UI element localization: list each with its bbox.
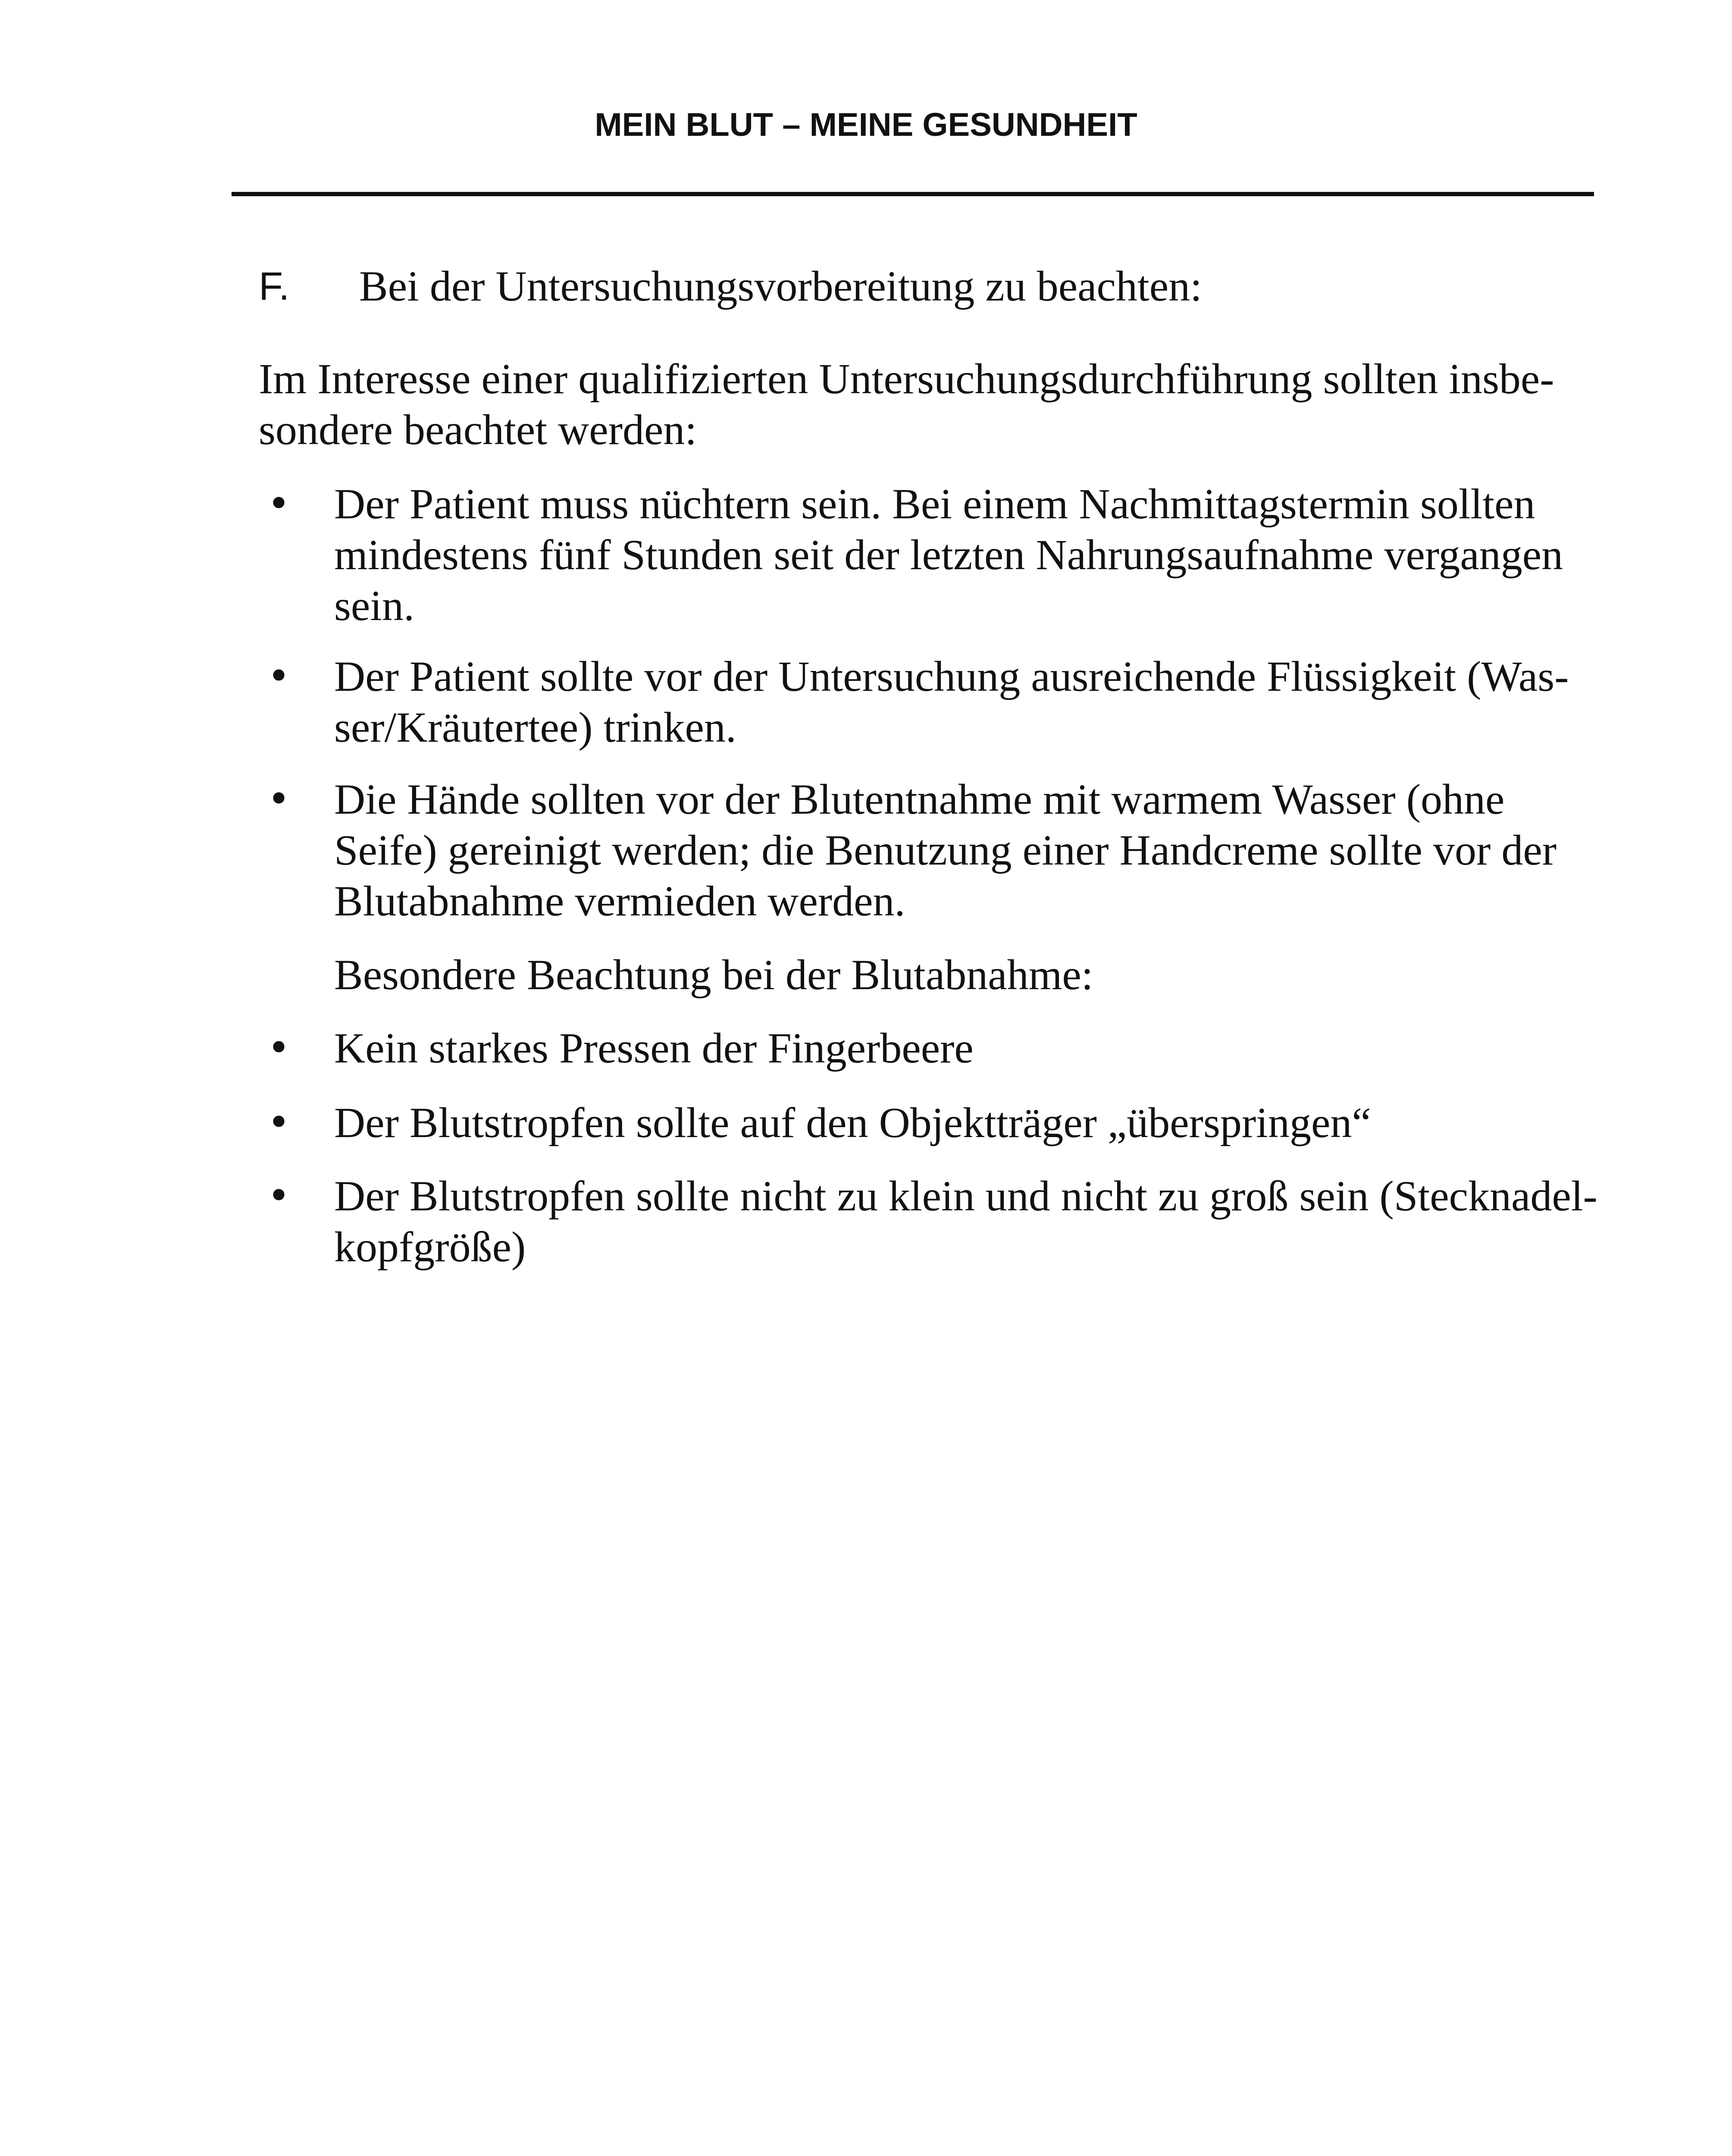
bullet-icon: • (267, 1100, 291, 1145)
list-item-line: kopfgröße) (334, 1223, 526, 1271)
list-item-text (334, 651, 1595, 753)
list-item-line: Die Hände sollten vor der Blutentnahme mit warmem Wasser (ohne (334, 775, 1505, 823)
list-item-text (334, 1023, 1595, 1074)
list-item-line: Blutabnahme vermieden werden. (334, 877, 905, 925)
list-item-text (334, 1097, 1595, 1148)
bullet-icon: • (267, 654, 291, 699)
list-item-line: Der Patient sollte vor der Untersuchung ausreichende Flüssigkeit (Was- (334, 652, 1569, 700)
intro-line: Im Interesse einer qualifizierten Untersuchungsdurchführung sollten insbe- (259, 355, 1554, 403)
bullet-icon: • (267, 1173, 291, 1219)
list-item-line: Seife) gereinigt werden; die Benutzung einer Handcreme sollte vor der (334, 826, 1557, 874)
bullet-icon: • (267, 481, 291, 526)
section-title: Bei der Untersuchungsvorbereitung zu beachten: (359, 262, 1202, 310)
list-item-line: mindestens fünf Stunden seit der letzten Nahrungsaufnahme vergangen (334, 531, 1563, 579)
list-item-line: Der Patient muss nüchtern sein. Bei einem Nachmittagstermin sollten (334, 480, 1535, 528)
blood-sampling-subheading: Besondere Beachtung bei der Blutabnahme: (334, 951, 1093, 999)
running-header: MEIN BLUT – MEINE GESUNDHEIT (595, 107, 1137, 143)
intro-line: sondere beachtet werden: (259, 406, 697, 454)
header-rule (232, 192, 1594, 196)
list-item-line: Der Blutstropfen sollte auf den Objektträger „überspringen“ (334, 1099, 1371, 1147)
list-item-line: ser/Kräutertee) trinken. (334, 703, 736, 751)
list-item-line: Kein starkes Pressen der Fingerbeere (334, 1024, 974, 1072)
bullet-icon: • (267, 777, 291, 822)
list-item-line: sein. (334, 582, 415, 630)
list-item-text (334, 479, 1595, 631)
section-letter: F. (259, 264, 290, 308)
list-item-text (334, 774, 1595, 927)
intro-paragraph (259, 354, 1595, 455)
list-item-text (334, 1171, 1595, 1272)
bullet-icon: • (267, 1025, 291, 1071)
list-item-line: Der Blutstropfen sollte nicht zu klein und nicht zu groß sein (Stecknadel- (334, 1172, 1597, 1220)
